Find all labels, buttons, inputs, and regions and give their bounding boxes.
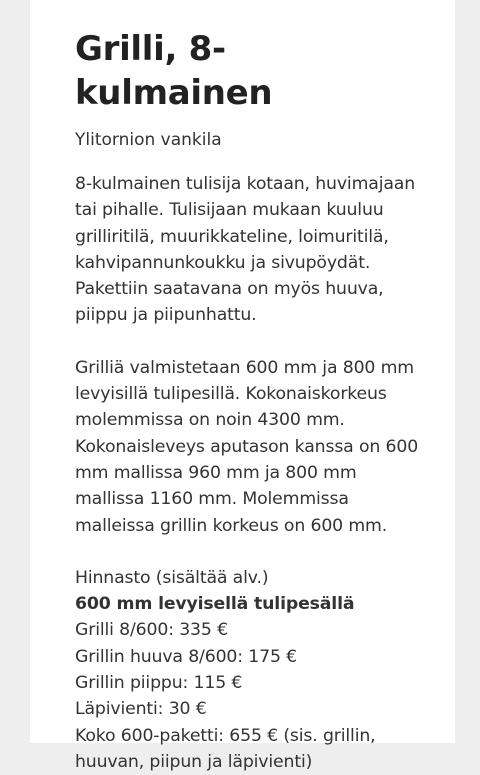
paragraph-spacer: [75, 539, 420, 565]
product-content: [75, 27, 420, 775]
dimensions-paragraph: Grilliä valmistetaan 600 mm ja 800 mm levyisillä tulipesillä. Kokonaiskorkeus molemmissa on noin 4300 mm. Kokonaisleveys aputason kanssa on 600 mm mallissa 960 mm ja 800 mm mallissa 1160 mm. Molemmissa malleissa grillin korkeus on 600 mm.: [75, 357, 419, 536]
paragraph-spacer: [75, 329, 420, 355]
product-page: [30, 0, 455, 772]
price-item: Grilli 8/600: 335 €: [75, 620, 228, 641]
manufacturer-name: Ylitornion vankila: [75, 130, 222, 150]
price-item: Koko 600-paketti: 655 € (sis. grillin, huuvan, piipun ja läpivienti): [75, 725, 376, 772]
price-section-heading: 600 mm levyisellä tulipesällä: [75, 594, 355, 615]
price-item: Grillin huuva 8/600: 175 €: [75, 646, 298, 667]
product-title: Grilli, 8-kulmainen: [75, 29, 273, 113]
description-paragraph: 8-kulmainen tulisija kotaan, huvimajaan tai pihalle. Tulisijaan mukaan kuuluu grilliritilä, muurikkateline, loimuritilä, kahvipannunkoukku ja sivupöydät. Pakettiin saatavana on myös huuva, piippu ja piipunhattu.: [75, 174, 416, 326]
price-item: Läpivienti: 30 €: [75, 699, 207, 720]
price-item: Grillin piippu: 115 €: [75, 673, 243, 694]
price-list-title: Hinnasto (sisältää alv.): [75, 567, 269, 588]
